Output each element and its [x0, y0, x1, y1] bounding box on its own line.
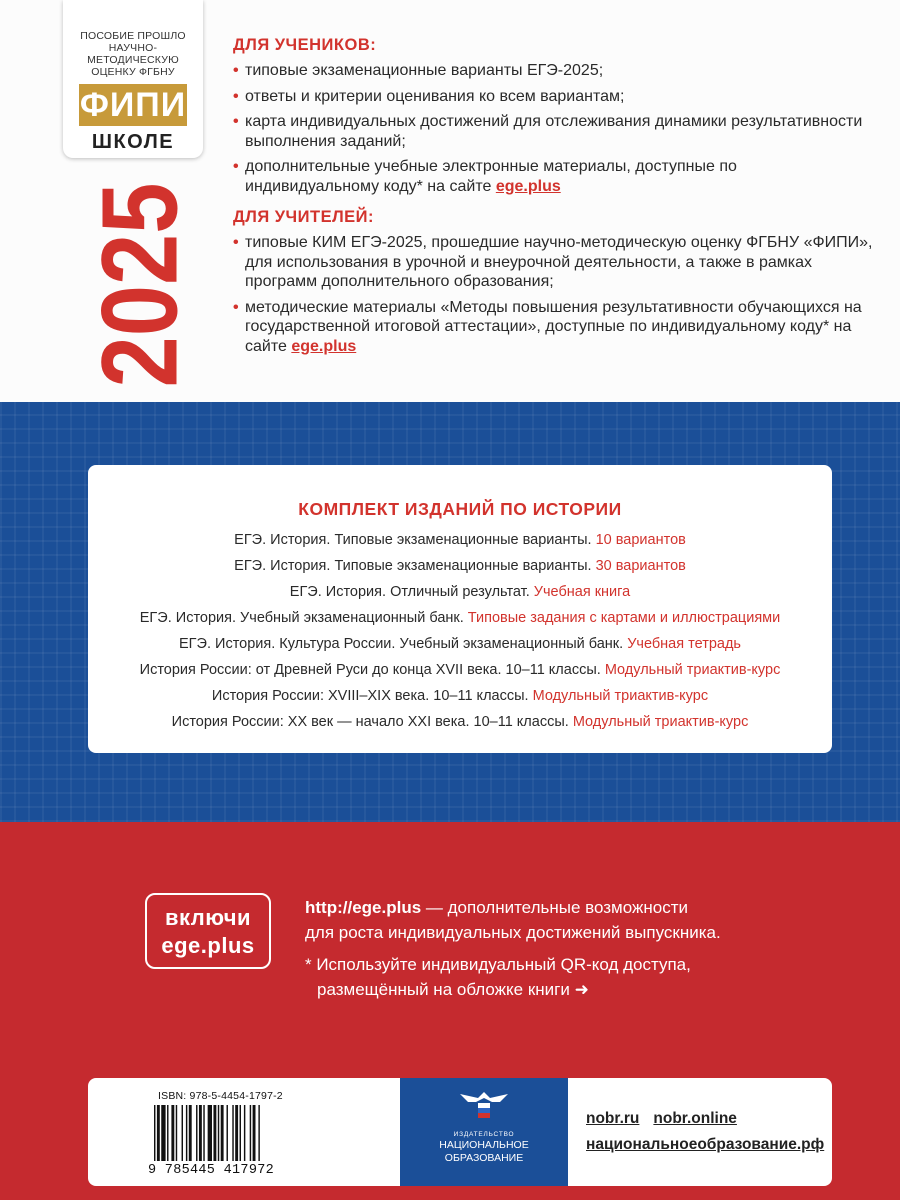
site-link[interactable]: nobr.ru	[586, 1110, 640, 1127]
kit-title: КОМПЛЕКТ ИЗДАНИЙ ПО ИСТОРИИ	[298, 499, 622, 519]
kit-row: ЕГЭ. История. Типовые экзаменационные варианты. 30 вариантов	[234, 558, 686, 574]
year-text: 2025	[84, 180, 194, 388]
site-link[interactable]: национальноеобразование.рф	[586, 1136, 825, 1153]
teachers-heading: ДЛЯ УЧИТЕЛЕЙ:	[233, 208, 375, 226]
audience-info	[233, 36, 873, 362]
publisher-logo: ИЗДАТЕЛЬСТВО НАЦИОНАЛЬНОЕ ОБРАЗОВАНИЕ	[400, 1078, 568, 1186]
barcode	[154, 1105, 294, 1161]
badge-caption: ПОСОБИЕ ПРОШЛО НАУЧНО-МЕТОДИЧЕСКУЮ ОЦЕНКУ ФГБНУ	[80, 30, 186, 78]
fipi-badge	[63, 0, 203, 158]
footer-strip	[88, 1078, 832, 1186]
kit-row: История России: XVIII–XIX века. 10–11 классы. Модульный триактив-курс	[211, 688, 709, 704]
list-item: • типовые КИМ ЕГЭ-2025, прошедшие научно-методическую оценку ФГБНУ «ФИПИ», для использования в урочной и внеурочной деятельности, а также в рамках программ дополнительного образования;	[233, 234, 873, 290]
site-link[interactable]: nobr.online	[653, 1110, 737, 1127]
ege-plus-link[interactable]: ege.plus	[291, 337, 357, 355]
kit-row: ЕГЭ. История. Типовые экзаменационные варианты. 10 вариантов	[234, 532, 686, 548]
ege-plus-badge[interactable]: включи ege.plus	[145, 893, 271, 969]
ege-plus-url[interactable]: http://ege.plus	[305, 898, 422, 917]
kit-row: История России: XX век — начало XXI века. 10–11 классы. Модульный триактив-курс	[171, 714, 749, 730]
ege-plus-link[interactable]: ege.plus	[495, 177, 561, 195]
list-item: • типовые экзаменационные варианты ЕГЭ-2025;	[233, 62, 604, 79]
kit-panel	[88, 465, 832, 753]
isbn: ISBN: 978-5-4454-1797-2	[158, 1090, 283, 1102]
kit-row: История России: от Древней Руси до конца XVII века. 10–11 классы. Модульный триактив-курс	[139, 662, 781, 678]
kit-row: ЕГЭ. История. Культура России. Учебный экзаменационный банк. Учебная тетрадь	[179, 636, 741, 652]
list-item: • методические материалы «Методы повышения результативности обучающихся на государственной итоговой аттестации», доступные по индивидуальному коду* на сайте ege.plus	[233, 298, 862, 355]
students-heading: ДЛЯ УЧЕНИКОВ:	[233, 36, 377, 54]
list-item: • дополнительные учебные электронные материалы, доступные по индивидуальному коду* на сайте ege.plus	[233, 158, 737, 195]
eagle-icon	[454, 1088, 514, 1124]
promo-text: http://ege.plus — дополнительные возможности для роста индивидуальных достижений выпускника. * Используйте индивидуальный QR-код доступа, размещённый на обложке книги ➜	[305, 895, 865, 1002]
qr-note: * Используйте индивидуальный QR-код доступа,	[305, 955, 691, 974]
kit-row: ЕГЭ. История. Отличный результат. Учебная книга	[289, 584, 631, 600]
list-item: • ответы и критерии оценивания ко всем вариантам;	[233, 87, 625, 105]
year-vertical	[84, 180, 194, 390]
publisher-sites	[586, 1106, 824, 1158]
list-item: • карта индивидуальных достижений для отслеживания динамики результативности выполнения заданий;	[233, 113, 863, 150]
kit-row: ЕГЭ. История. Учебный экзаменационный банк. Типовые задания с картами и иллюстрациями	[139, 610, 781, 626]
fipi-logo: ФИПИ	[79, 86, 187, 124]
badge-school: ШКОЛЕ	[91, 131, 175, 153]
barcode-digits: 9 785445 417972	[148, 1163, 275, 1178]
